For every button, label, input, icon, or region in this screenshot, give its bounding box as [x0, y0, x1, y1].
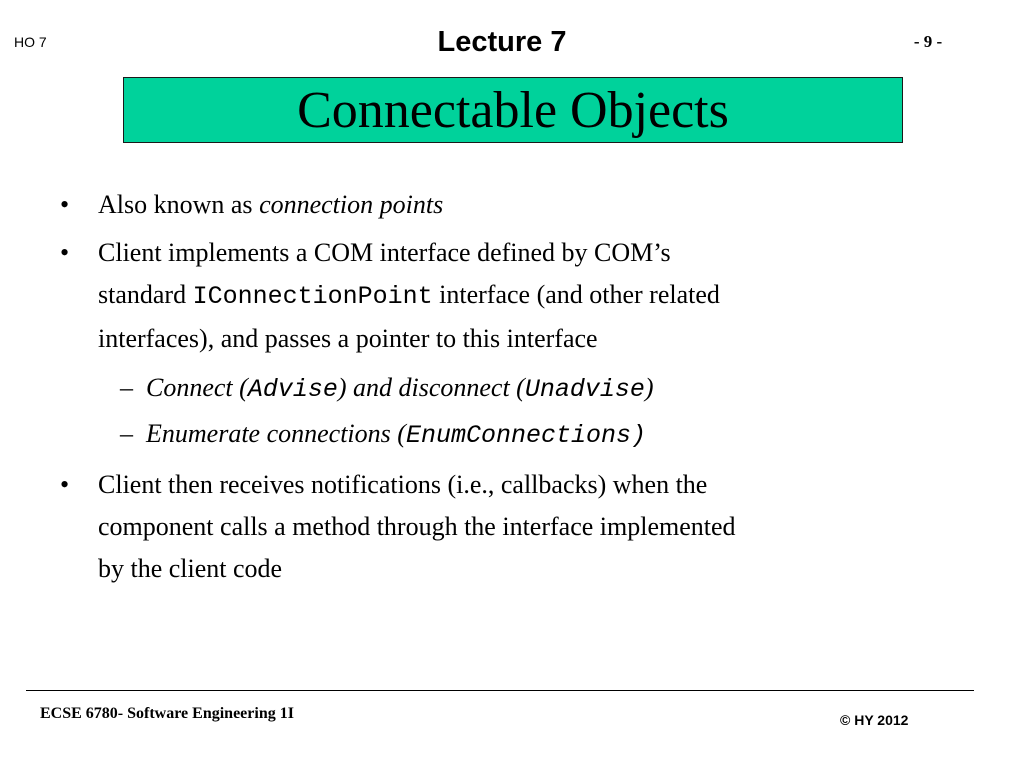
sub-text: Enumerate connections (	[146, 419, 406, 448]
bullet-text: Also known as	[98, 190, 260, 219]
title-banner	[123, 77, 903, 143]
sub-text: Connect (	[146, 373, 248, 402]
code-term: Unadvise	[524, 375, 645, 404]
bullet-line: Client implements a COM interface defined by COM’s	[98, 238, 671, 267]
lecture-label: Lecture 7	[437, 26, 567, 58]
slide-title: Connectable Objects	[297, 82, 729, 139]
bullet-line: interfaces), and passes a pointer to this interface	[98, 324, 598, 353]
sub-text: ) and disconnect (	[337, 373, 525, 402]
bullet-text: interface (and other related	[432, 280, 720, 309]
bullet-item	[60, 464, 960, 590]
bullet-line	[98, 274, 960, 318]
sub-text: )	[644, 373, 654, 402]
page-number: - 9 -	[913, 32, 943, 51]
bullet-marker: •	[60, 190, 70, 219]
code-term: IConnectionPoint	[192, 282, 433, 311]
bullet-text: standard	[98, 280, 193, 309]
sub-bullet-item	[60, 366, 960, 412]
bullet-marker: •	[60, 238, 70, 267]
code-term: Advise	[247, 375, 338, 404]
bullet-item	[60, 232, 960, 360]
bullet-line: by the client code	[98, 554, 283, 583]
course-label: ECSE 6780- Software Engineering 1I	[40, 705, 294, 722]
code-term: EnumConnections)	[405, 421, 646, 450]
bullet-line: Client then receives notifications (i.e., callbacks) when the	[98, 470, 708, 499]
copyright-label: © HY 2012	[840, 712, 909, 728]
bullet-italic-term: connection points	[259, 190, 444, 219]
handout-label: HO 7	[14, 34, 47, 50]
sub-bullet-item	[60, 412, 960, 458]
slide-body	[60, 184, 960, 596]
dash-marker: –	[120, 373, 133, 402]
bullet-marker: •	[60, 470, 70, 499]
dash-marker: –	[120, 419, 133, 448]
footer-divider	[26, 690, 974, 691]
bullet-line: component calls a method through the interface implemented	[98, 512, 736, 541]
bullet-item	[60, 184, 960, 226]
